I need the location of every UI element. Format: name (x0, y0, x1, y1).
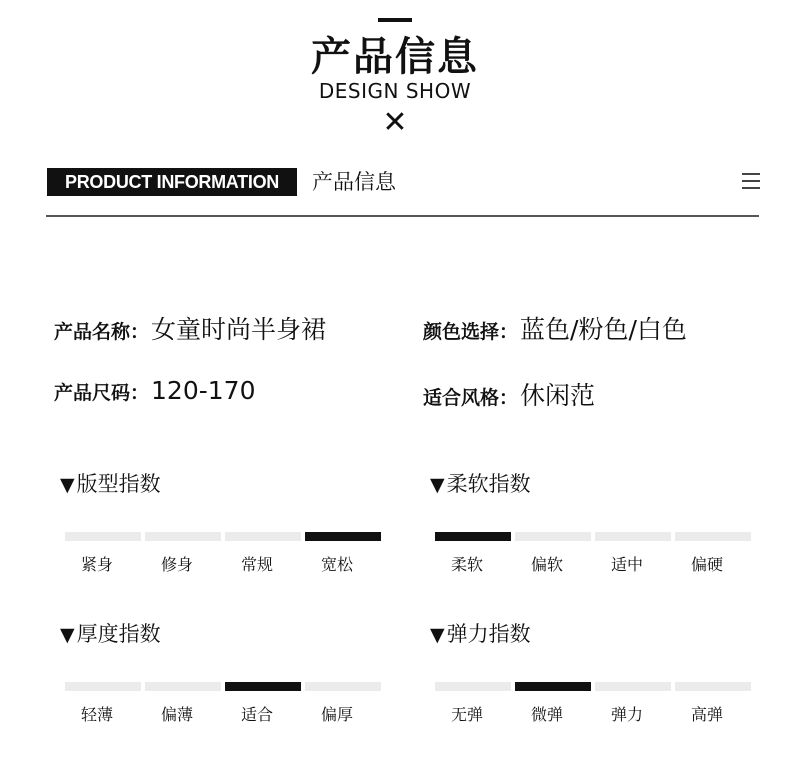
level-label: 修身 (160, 555, 193, 574)
softness-index-bar (435, 532, 755, 541)
fit-index-bar (65, 532, 385, 541)
field-product-name (54, 310, 326, 346)
bar-segment (145, 532, 221, 541)
bar-segment (145, 682, 221, 691)
bar-segment (675, 682, 751, 691)
elasticity-index-labels (427, 705, 747, 725)
field-value: 120-170 (151, 376, 256, 405)
product-information-badge: PRODUCT INFORMATION (47, 168, 297, 196)
field-suitable-style (423, 376, 595, 412)
bar-segment (595, 532, 671, 541)
bar-segment-selected (515, 682, 591, 691)
level-label: 偏硬 (690, 555, 723, 574)
triangle-down-icon: ▼ (430, 624, 445, 646)
field-value: 休闲范 (520, 381, 596, 410)
page-subtitle: DESIGN SHOW (318, 79, 472, 103)
fit-index-labels (57, 555, 377, 575)
triangle-down-icon: ▼ (430, 474, 445, 496)
level-label: 偏薄 (160, 705, 193, 724)
bar-segment (675, 532, 751, 541)
elasticity-index-title: ▼弹力指数 (430, 622, 531, 646)
header-dash (378, 18, 412, 22)
level-label: 无弹 (450, 705, 483, 724)
thickness-index-title: ▼厚度指数 (60, 622, 161, 646)
bar-segment (595, 682, 671, 691)
field-value: 蓝色/粉色/白色 (520, 315, 687, 344)
level-label: 偏软 (530, 555, 563, 574)
level-label: 轻薄 (80, 705, 113, 724)
level-label: 高弹 (690, 705, 723, 724)
hamburger-menu-icon[interactable] (742, 173, 760, 189)
bar-segment (65, 682, 141, 691)
bar-segment (435, 682, 511, 691)
softness-index-labels (427, 555, 747, 575)
level-label: 弹力 (610, 705, 643, 724)
thickness-index-labels (57, 705, 377, 725)
level-label: 常规 (240, 555, 273, 574)
elasticity-index-bar (435, 682, 755, 691)
field-key: 颜色选择： (423, 321, 519, 343)
field-key: 适合风格： (423, 387, 519, 409)
bar-segment-selected (305, 532, 381, 541)
section-divider (46, 215, 759, 217)
level-label: 适中 (610, 555, 643, 574)
bar-segment-selected (225, 682, 301, 691)
level-label: 偏厚 (320, 705, 353, 724)
level-label: 微弹 (530, 705, 563, 724)
field-value: 女童时尚半身裙 (151, 315, 327, 344)
level-label: 适合 (240, 705, 273, 724)
triangle-down-icon: ▼ (60, 474, 75, 496)
softness-index-title: ▼柔软指数 (430, 472, 531, 496)
level-label: 紧身 (80, 555, 113, 574)
product-information-label: 产品信息 (312, 170, 396, 194)
bar-segment (305, 682, 381, 691)
triangle-down-icon: ▼ (60, 624, 75, 646)
field-color-options (423, 310, 687, 346)
thickness-index-bar (65, 682, 385, 691)
field-key: 产品尺码： (54, 382, 150, 404)
bar-segment-selected (435, 532, 511, 541)
bar-segment (65, 532, 141, 541)
bar-segment (225, 532, 301, 541)
level-label: 柔软 (450, 555, 483, 574)
field-key: 产品名称： (54, 321, 150, 343)
level-label: 宽松 (320, 555, 353, 574)
fit-index-title: ▼版型指数 (60, 472, 161, 496)
page-title: 产品信息 (311, 34, 479, 80)
bar-segment (515, 532, 591, 541)
field-product-size (54, 376, 255, 405)
cross-icon: ✕ (382, 105, 408, 140)
